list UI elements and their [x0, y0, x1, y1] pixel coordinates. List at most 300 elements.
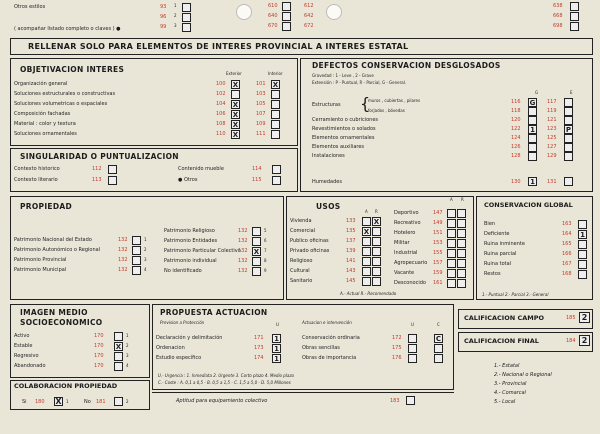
conservacion-row-box[interactable]: 1: [578, 230, 587, 239]
objetivacion-row-label: Material : color y textura: [14, 121, 76, 127]
defectos-g-box[interactable]: [528, 116, 537, 125]
hum-e-box[interactable]: [564, 177, 573, 186]
calificacion-campo-label: CALIFICACION CAMPO: [464, 314, 544, 322]
usos-right-r-box[interactable]: [457, 259, 466, 268]
propiedad-right-boxnum: 8: [264, 258, 267, 263]
usos-left-label: Vivienda: [290, 218, 312, 224]
objetivacion-int-box[interactable]: [271, 130, 280, 139]
propuesta-col-u-left: U: [276, 322, 279, 327]
usos-legend: A.- Actual R.- Recomendado: [340, 291, 397, 296]
calificacion-final-num: 184: [566, 338, 576, 344]
usos-right-label: Deportivo: [394, 210, 419, 216]
no-box-num: 2: [126, 399, 129, 404]
conservacion-row-num: 163: [562, 221, 572, 227]
conservacion-row-label: Ruina total: [484, 261, 512, 267]
header-mark-1: 1: [174, 3, 177, 8]
acompanar-note: ( acompañar listado completo o claves ) ●: [14, 26, 121, 32]
usos-left-r-box[interactable]: [372, 247, 381, 256]
usos-left-num: 133: [346, 218, 356, 224]
objetivacion-int-num: 107: [256, 111, 266, 117]
hum-g-num: 130: [511, 179, 521, 185]
propiedad-right-boxnum: 9: [264, 268, 267, 273]
objetivacion-int-box[interactable]: [271, 110, 280, 119]
usos-right-label: Agropecuario: [394, 260, 428, 266]
objetivacion-ext-num: 108: [216, 121, 226, 127]
col-interior-label: Interior: [268, 71, 283, 76]
defectos-row-label: Elementos auxiliares: [312, 144, 365, 150]
singularidad-label: Contexto historico: [14, 166, 60, 172]
imagen-row-num: 170: [94, 333, 104, 339]
defectos-e-num: 127: [547, 144, 557, 150]
propiedad-left-num: 132: [118, 267, 128, 273]
defectos-e-box[interactable]: [564, 152, 573, 161]
singularidad-label2: Contenido mueble: [178, 166, 224, 172]
propiedad-right-label: No identificado: [164, 268, 202, 274]
si-label: Si: [22, 399, 27, 405]
num-642: 642: [304, 13, 314, 19]
imagen-row-boxnum: 1: [126, 333, 129, 338]
usos-right-a-box[interactable]: [447, 229, 456, 238]
usos-right-num: 149: [433, 220, 443, 226]
propuesta-right-u-box[interactable]: [408, 344, 417, 353]
conservacion-row-box[interactable]: [578, 270, 587, 279]
conservacion-row-box[interactable]: [578, 260, 587, 269]
propiedad-right-box[interactable]: [252, 237, 261, 246]
propiedad-left-label: Patrimonio Nacional del Estado: [14, 237, 92, 243]
header-box-c[interactable]: [182, 23, 191, 32]
usos-left-a-box[interactable]: [362, 277, 371, 286]
conservacion-row-num: 165: [562, 241, 572, 247]
usos-right-a-box[interactable]: [447, 269, 456, 278]
defectos-e-box[interactable]: [564, 98, 573, 107]
propuesta-sub-right: Actuacion e intervención: [302, 320, 352, 325]
usos-col-r2: R: [461, 197, 464, 202]
imagen-heading-2: SOCIOECONOMICO: [20, 318, 103, 327]
usos-left-r-box[interactable]: [372, 237, 381, 246]
imagen-row-label: Abandonado: [14, 363, 46, 369]
imagen-row-num: 170: [94, 343, 104, 349]
usos-left-r-box[interactable]: [372, 277, 381, 286]
punch-hole-right: [326, 4, 342, 20]
calificacion-final-value: 2: [581, 336, 588, 345]
propiedad-right-num: 132: [238, 258, 248, 264]
propuesta-legend-1: U.- Urgencia : 1. Inmediata 2. Urgente 3. Corto plazo 4. Medio plazo: [158, 373, 294, 378]
usos-right-r-box[interactable]: [457, 279, 466, 288]
objetivacion-int-num: 109: [256, 121, 266, 127]
no-label: No: [84, 399, 91, 405]
si-mark: X: [55, 397, 62, 406]
propiedad-left-box[interactable]: [132, 256, 141, 265]
singularidad-box[interactable]: [108, 165, 117, 174]
aptitud-box[interactable]: [406, 396, 415, 405]
no-box[interactable]: [114, 397, 123, 406]
conservacion-heading: CONSERVACION GLOBAL: [484, 201, 573, 209]
num-698: 698: [553, 23, 563, 29]
propiedad-right-num: 132: [238, 268, 248, 274]
propiedad-right-box[interactable]: X: [253, 248, 260, 256]
imagen-row-label: Estable: [14, 343, 33, 349]
usos-left-r-box[interactable]: X: [373, 218, 380, 226]
num-638: 638: [553, 3, 563, 9]
defectos-e-num: 129: [547, 153, 557, 159]
propiedad-right-num: 132: [238, 248, 248, 254]
usos-left-a-box[interactable]: X: [363, 228, 370, 236]
imagen-row-label: Activo: [14, 333, 30, 339]
propuesta-right-num: 175: [392, 345, 402, 351]
usos-left-num: 145: [346, 278, 356, 284]
singularidad-box2[interactable]: [272, 165, 281, 174]
propuesta-left-num: 174: [254, 355, 264, 361]
defectos-g-num: 124: [511, 135, 521, 141]
propiedad-right-label: Patrimonio Religioso: [164, 228, 215, 234]
defectos-e-num: 123: [547, 126, 557, 132]
usos-right-r-box[interactable]: [457, 209, 466, 218]
usos-right-r-box[interactable]: [457, 229, 466, 238]
defectos-g-num: 126: [511, 144, 521, 150]
objetivacion-row-label: Composición fachadas: [14, 111, 71, 117]
header-box-a[interactable]: [182, 3, 191, 12]
hum-e-num: 131: [547, 179, 557, 185]
usos-left-r-box[interactable]: [372, 257, 381, 266]
objetivacion-ext-box[interactable]: X: [232, 81, 239, 89]
singularidad-box[interactable]: [108, 176, 117, 185]
objetivacion-ext-num: 102: [216, 91, 226, 97]
propiedad-left-boxnum: 2: [144, 247, 147, 252]
usos-left-a-box[interactable]: [362, 217, 371, 226]
usos-right-label: Desconocido: [394, 280, 426, 286]
propiedad-left-num: 132: [118, 257, 128, 263]
propuesta-right-c-box[interactable]: [434, 344, 443, 353]
propiedad-right-num: 132: [238, 238, 248, 244]
objetivacion-int-box[interactable]: [271, 120, 280, 129]
calificacion-final-box[interactable]: [579, 335, 590, 346]
defectos-g-num: 118: [511, 108, 521, 114]
defectos-g-num: 122: [511, 126, 521, 132]
usos-right-a-box[interactable]: [447, 239, 456, 248]
defectos-g-num: 120: [511, 117, 521, 123]
header-box-640[interactable]: [282, 12, 291, 21]
usos-left-num: 137: [346, 238, 356, 244]
header-mark-3: 3: [174, 23, 177, 28]
usos-right-a-box[interactable]: [447, 209, 456, 218]
propiedad-right-box[interactable]: [252, 227, 261, 236]
usos-right-num: 159: [433, 270, 443, 276]
header-box-610[interactable]: [282, 2, 291, 11]
propiedad-right-box[interactable]: [252, 257, 261, 266]
imagen-row-num: 170: [94, 363, 104, 369]
objetivacion-ext-num: 106: [216, 111, 226, 117]
objetivacion-ext-num: 104: [216, 101, 226, 107]
num-610: 610: [268, 3, 278, 9]
propuesta-left-num: 171: [254, 335, 264, 341]
propiedad-heading: PROPIEDAD: [20, 202, 73, 211]
aptitud-divider: [152, 392, 454, 393]
num-672: 672: [304, 23, 314, 29]
defectos-e-box[interactable]: [564, 116, 573, 125]
conservacion-row-box[interactable]: [578, 250, 587, 259]
singularidad-num2: 115: [252, 177, 262, 183]
calificacion-legend-item: 5.- Local: [494, 399, 516, 405]
imagen-row-boxnum: 4: [126, 363, 129, 368]
usos-right-a-box[interactable]: [447, 259, 456, 268]
objetivacion-ext-num: 110: [216, 131, 226, 137]
defectos-e-box[interactable]: [564, 134, 573, 143]
conservacion-row-num: 168: [562, 271, 572, 277]
usos-right-r-box[interactable]: [457, 249, 466, 258]
usos-right-label: Militar: [394, 240, 410, 246]
usos-left-a-box[interactable]: [362, 257, 371, 266]
singularidad-num2: 114: [252, 166, 262, 172]
conservacion-row-label: Restos: [484, 271, 501, 277]
num-93: 93: [160, 4, 167, 10]
hum-g-mark: 1: [530, 178, 535, 186]
usos-col-a2: A: [450, 197, 453, 202]
num-96: 96: [160, 14, 167, 20]
usos-right-label: Hotelero: [394, 230, 416, 236]
propuesta-right-c-box[interactable]: C: [435, 335, 442, 343]
defectos-g-num: 116: [511, 99, 521, 105]
propiedad-left-box[interactable]: [132, 246, 141, 255]
usos-right-a-box[interactable]: [447, 249, 456, 258]
propiedad-left-label: Patrimonio Municipal: [14, 267, 67, 273]
colaboracion-heading: COLABORACION PROPIEDAD: [14, 382, 118, 390]
usos-left-r-box[interactable]: [372, 227, 381, 236]
imagen-row-box[interactable]: [114, 332, 123, 341]
conservacion-legend: 1.- Puntual 2.- Parcial 3.- General: [482, 292, 549, 297]
propiedad-left-num: 132: [118, 237, 128, 243]
brace-icon: {: [360, 94, 371, 113]
calificacion-campo-num: 185: [566, 315, 576, 321]
calificacion-campo-value: 2: [581, 313, 588, 322]
propuesta-right-label: Conservación ordinaria: [302, 335, 360, 341]
propuesta-right-label: Obras de importancia: [302, 355, 357, 361]
usos-right-label: Vacante: [394, 270, 415, 276]
imagen-heading-1: IMAGEN MEDIO: [20, 308, 88, 317]
propuesta-legend-2: C.- Coste : A. 0,1 a 0,5 - B. 0,5 a 1,5 - C. 1,5 a 5,0 - D. 5,0 Millones: [158, 380, 291, 385]
num-668: 668: [553, 13, 563, 19]
usos-right-a-box[interactable]: [447, 219, 456, 228]
usos-right-r-box[interactable]: [457, 219, 466, 228]
defectos-g-box[interactable]: 1: [528, 125, 537, 134]
defectos-g-box[interactable]: [528, 107, 537, 116]
propiedad-right-label: Patrimonio Entidades: [164, 238, 218, 244]
objetivacion-ext-box[interactable]: X: [232, 111, 239, 119]
usos-right-a-box[interactable]: [447, 279, 456, 288]
otros-estilos-label: Otros estilos: [14, 4, 46, 10]
usos-col-r: R: [375, 209, 378, 214]
propuesta-left-label: Ordenacion: [156, 345, 185, 351]
usos-left-a-box[interactable]: [362, 267, 371, 276]
objetivacion-ext-box[interactable]: [231, 90, 240, 99]
defectos-g-box[interactable]: G: [529, 99, 536, 107]
defectos-g-box[interactable]: [528, 143, 537, 152]
imagen-row-boxnum: 2: [126, 343, 129, 348]
objetivacion-int-num: 105: [256, 101, 266, 107]
header-box-638[interactable]: [570, 2, 579, 11]
conservacion-row-box[interactable]: [578, 240, 587, 249]
propuesta-left-label: Declaración y delimitación: [156, 335, 223, 341]
propuesta-right-num: 176: [392, 355, 402, 361]
si-box[interactable]: [54, 397, 63, 406]
objetivacion-ext-box[interactable]: X: [232, 101, 239, 109]
defectos-panel: [300, 58, 593, 192]
propiedad-right-boxnum: 7: [264, 248, 267, 253]
col-g-label: G: [535, 90, 539, 95]
propiedad-right-boxnum: 6: [264, 238, 267, 243]
page-title: RELLENAR SOLO PARA ELEMENTOS DE INTERES PROVINCIAL A INTERES ESTATAL: [28, 42, 409, 51]
singularidad-num: 113: [92, 177, 102, 183]
propiedad-left-boxnum: 3: [144, 257, 147, 262]
propuesta-left-u-box[interactable]: 1: [272, 344, 281, 353]
objetivacion-row-label: Soluciones estructurales o constructivas: [14, 91, 116, 97]
imagen-row-box[interactable]: [114, 352, 123, 361]
usos-left-a-box[interactable]: [362, 237, 371, 246]
propuesta-col-c-right: C: [437, 322, 440, 327]
propuesta-left-num: 173: [254, 345, 264, 351]
usos-left-label: Privado oficinas: [290, 248, 330, 254]
usos-right-num: 161: [433, 280, 443, 286]
propuesta-right-u-box[interactable]: [408, 334, 417, 343]
propuesta-heading: PROPUESTA ACTUACION: [160, 308, 268, 317]
defectos-e-box[interactable]: [564, 143, 573, 152]
humedades-label: Humedades: [312, 179, 342, 185]
propuesta-right-c-box[interactable]: [434, 354, 443, 363]
hum-g-box[interactable]: [528, 177, 537, 186]
conservacion-row-num: 167: [562, 261, 572, 267]
propiedad-right-num: 132: [238, 228, 248, 234]
si-box-num: 1: [66, 399, 69, 404]
calificacion-legend-item: 4.- Comarcal: [494, 390, 526, 396]
propuesta-left-label: Estudio específico: [156, 355, 202, 361]
usos-right-label: Industrial: [394, 250, 418, 256]
usos-right-num: 151: [433, 230, 443, 236]
header-box-b[interactable]: [182, 13, 191, 22]
defectos-g-box[interactable]: [528, 152, 537, 161]
calificacion-campo-box[interactable]: [579, 312, 590, 323]
usos-left-r-box[interactable]: [372, 267, 381, 276]
defectos-e-num: 119: [547, 108, 557, 114]
defectos-row-label: Estructuras: [312, 102, 341, 108]
calificacion-legend-item: 1.- Estatal: [494, 363, 520, 369]
defectos-e-num: 125: [547, 135, 557, 141]
propiedad-right-label: Patrimonio individual: [164, 258, 217, 264]
imagen-row-box[interactable]: [114, 362, 123, 371]
objetivacion-row-label: Soluciones ornamentales: [14, 131, 77, 137]
usos-right-r-box[interactable]: [457, 239, 466, 248]
conservacion-row-label: Deficiente: [484, 231, 510, 237]
usos-left-label: Comercial: [290, 228, 316, 234]
usos-left-a-box[interactable]: [362, 247, 371, 256]
propuesta-right-label: Obras sencillas: [302, 345, 340, 351]
usos-heading: USOS: [316, 202, 341, 211]
usos-left-label: Religioso: [290, 258, 313, 264]
usos-left-num: 135: [346, 228, 356, 234]
defectos-row-label: Elementos ornamentales: [312, 135, 375, 141]
propiedad-left-label: Patrimonio Autonómico o Regional: [14, 247, 101, 253]
usos-right-label: Recreativo: [394, 220, 421, 226]
propiedad-right-box[interactable]: [252, 267, 261, 276]
usos-right-r-box[interactable]: [457, 269, 466, 278]
conservacion-row-num: 164: [562, 231, 572, 237]
propiedad-left-box[interactable]: [132, 236, 141, 245]
propiedad-left-label: Patrimonio Provincial: [14, 257, 67, 263]
singularidad-heading: SINGULARIDAD O PUNTUALIZACION: [20, 152, 179, 161]
usos-left-num: 143: [346, 268, 356, 274]
usos-right-num: 147: [433, 210, 443, 216]
usos-left-num: 139: [346, 248, 356, 254]
singularidad-label2: ● Otros: [178, 177, 198, 183]
header-mark-2: 2: [174, 13, 177, 18]
objetivacion-int-box[interactable]: [271, 100, 280, 109]
conservacion-row-box[interactable]: [578, 220, 587, 229]
defectos-e-num: 121: [547, 117, 557, 123]
objetivacion-heading: OBJETIVACION INTERES: [20, 65, 125, 74]
calificacion-final-label: CALIFICACION FINAL: [464, 337, 539, 345]
propiedad-left-box[interactable]: [132, 266, 141, 275]
propiedad-right-boxnum: 5: [264, 228, 267, 233]
num-612: 612: [304, 3, 314, 9]
propuesta-sub-left: Prevision a Protección: [160, 320, 205, 325]
defectos-e-box[interactable]: [564, 107, 573, 116]
objetivacion-int-num: 103: [256, 91, 266, 97]
defectos-e-num: 117: [547, 99, 557, 105]
calificacion-legend-item: 3.- Provincial: [494, 381, 527, 387]
propiedad-right-label: Patrimonio Particular Colectivo: [164, 248, 241, 254]
propuesta-left-u-box[interactable]: 1: [272, 334, 281, 343]
num-99: 99: [160, 24, 167, 30]
defectos-heading: DEFECTOS CONSERVACION DESGLOSADOS: [312, 61, 501, 70]
calificacion-legend-item: 2.- Nacional o Regional: [494, 372, 552, 378]
defectos-g-box[interactable]: [528, 134, 537, 143]
objetivacion-ext-num: 100: [216, 81, 226, 87]
singularidad-label: Contexto literario: [14, 177, 58, 183]
header-box-698[interactable]: [570, 22, 579, 31]
propiedad-left-boxnum: 4: [144, 267, 147, 272]
defectos-extension: Extensión : P - Puntual, R - Parcial, G - General.: [312, 80, 407, 85]
objetivacion-int-num: 111: [256, 131, 266, 137]
usos-col-a: A: [365, 209, 368, 214]
aptitud-num: 183: [390, 398, 400, 404]
conservacion-row-label: Ruina inminente: [484, 241, 525, 247]
propuesta-right-u-box[interactable]: [408, 354, 417, 363]
usos-right-num: 157: [433, 260, 443, 266]
defectos-row-label: Cerramiento o cubriciones: [312, 117, 379, 123]
singularidad-box2[interactable]: [272, 176, 281, 185]
header-box-670[interactable]: [282, 22, 291, 31]
objetivacion-ext-box[interactable]: X: [232, 121, 239, 129]
imagen-row-box[interactable]: X: [115, 343, 122, 351]
imagen-row-num: 170: [94, 353, 104, 359]
imagen-row-boxnum: 3: [126, 353, 129, 358]
objetivacion-row-label: Organización general: [14, 81, 68, 87]
num-670: 670: [268, 23, 278, 29]
propuesta-right-num: 172: [392, 335, 402, 341]
header-box-668[interactable]: [570, 12, 579, 21]
usos-left-label: Publico oficinas: [290, 238, 329, 244]
aptitud-label: Aptitud para equipamiento colectivo: [176, 398, 268, 404]
col-e-label: E: [570, 90, 573, 95]
conservacion-row-label: Ruina parcial: [484, 251, 517, 257]
propiedad-left-boxnum: 1: [144, 237, 147, 242]
defectos-gravedad: Gravedad : 1 - Leve , 2 - Grave: [312, 73, 374, 78]
objetivacion-int-box[interactable]: [271, 90, 280, 99]
objetivacion-int-box[interactable]: X: [272, 81, 279, 89]
objetivacion-ext-box[interactable]: X: [232, 131, 239, 139]
usos-left-label: Cultural: [290, 268, 310, 274]
propuesta-left-u-box[interactable]: 1: [272, 354, 281, 363]
defectos-e-box[interactable]: P: [565, 126, 572, 134]
objetivacion-row-label: Soluciones volumetricas o espaciales: [14, 101, 108, 107]
